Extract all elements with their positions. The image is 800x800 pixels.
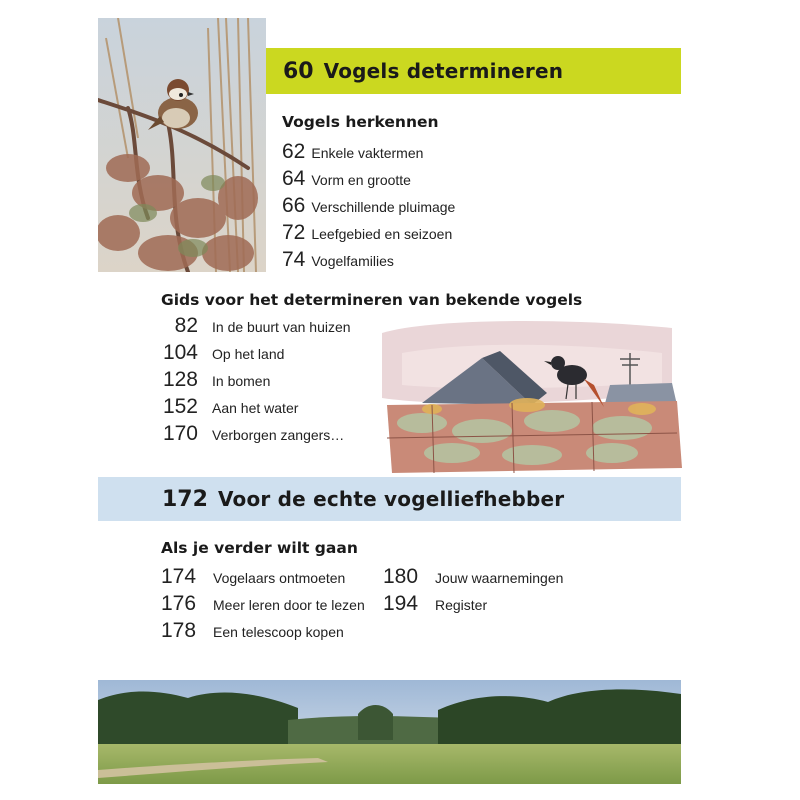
- toc-item[interactable]: [282, 167, 455, 194]
- toc-label: Vogelaars ontmoeten: [213, 570, 346, 586]
- toc-item[interactable]: [383, 565, 563, 592]
- toc-list-verder-right: [383, 565, 563, 619]
- toc-label: Register: [435, 597, 488, 613]
- page-number: 180: [383, 565, 419, 588]
- page-number: 174: [161, 565, 197, 588]
- toc-item[interactable]: [160, 341, 351, 368]
- toc-item[interactable]: [161, 592, 365, 619]
- toc-label: Aan het water: [212, 400, 299, 416]
- page-number: 62: [282, 140, 306, 163]
- toc-list-vogels-herkennen: [282, 140, 455, 275]
- page-number: 178: [161, 619, 197, 642]
- toc-label: Vorm en grootte: [311, 172, 411, 188]
- page-number: 152: [162, 395, 198, 418]
- toc-item[interactable]: [282, 221, 455, 248]
- toc-label: In bomen: [212, 373, 271, 389]
- page-number: 64: [282, 167, 306, 190]
- chapter-title: Vogels determineren: [323, 59, 564, 83]
- page-number: 104: [162, 341, 198, 364]
- toc-label: Vogelfamilies: [311, 253, 394, 269]
- toc-label: Enkele vaktermen: [311, 145, 424, 161]
- page-number: 74: [282, 248, 306, 271]
- toc-item[interactable]: [160, 314, 351, 341]
- chapter-bar-vogels-determineren: [266, 48, 681, 94]
- toc-label: Op het land: [212, 346, 285, 362]
- toc-label: Verborgen zangers…: [212, 427, 345, 443]
- chapter-bar-vogelliefhebber: [98, 477, 681, 521]
- page-number: 176: [161, 592, 197, 615]
- toc-label: Verschillende pluimage: [311, 199, 456, 215]
- toc-item[interactable]: [282, 140, 455, 167]
- page-number: 72: [282, 221, 306, 244]
- toc-label: Jouw waarnemingen: [435, 570, 564, 586]
- chapter-title: Voor de echte vogelliefhebber: [217, 487, 565, 511]
- page-number: 194: [383, 592, 419, 615]
- chapter-number: 172: [162, 486, 208, 512]
- page-number: 128: [162, 368, 198, 391]
- toc-label: Leefgebied en seizoen: [311, 226, 453, 242]
- section-heading-als-je-verder-wilt-gaan: Als je verder wilt gaan: [161, 539, 358, 557]
- toc-item[interactable]: [160, 395, 351, 422]
- toc-item[interactable]: [161, 619, 365, 646]
- toc-item[interactable]: [160, 422, 351, 449]
- toc-label: Een telescoop kopen: [213, 624, 344, 640]
- toc-label: Meer leren door te lezen: [213, 597, 365, 613]
- landscape-photo: [98, 680, 681, 784]
- redstart-on-wall-illustration: [372, 313, 682, 478]
- toc-list-verder-left: [161, 565, 365, 646]
- chapter-number: 60: [283, 58, 314, 84]
- sparrow-photo: [98, 18, 266, 272]
- page-number: 170: [162, 422, 198, 445]
- toc-item[interactable]: [282, 248, 455, 275]
- toc-item[interactable]: [161, 565, 365, 592]
- toc-item[interactable]: [160, 368, 351, 395]
- section-heading-vogels-herkennen: Vogels herkennen: [282, 113, 439, 131]
- section-heading-gids: Gids voor het determineren van bekende vogels: [161, 291, 583, 309]
- toc-item[interactable]: [383, 592, 563, 619]
- page-number: 66: [282, 194, 306, 217]
- page-number: 82: [174, 314, 198, 337]
- toc-item[interactable]: [282, 194, 455, 221]
- toc-label: In de buurt van huizen: [212, 319, 351, 335]
- toc-list-gids: [160, 314, 351, 449]
